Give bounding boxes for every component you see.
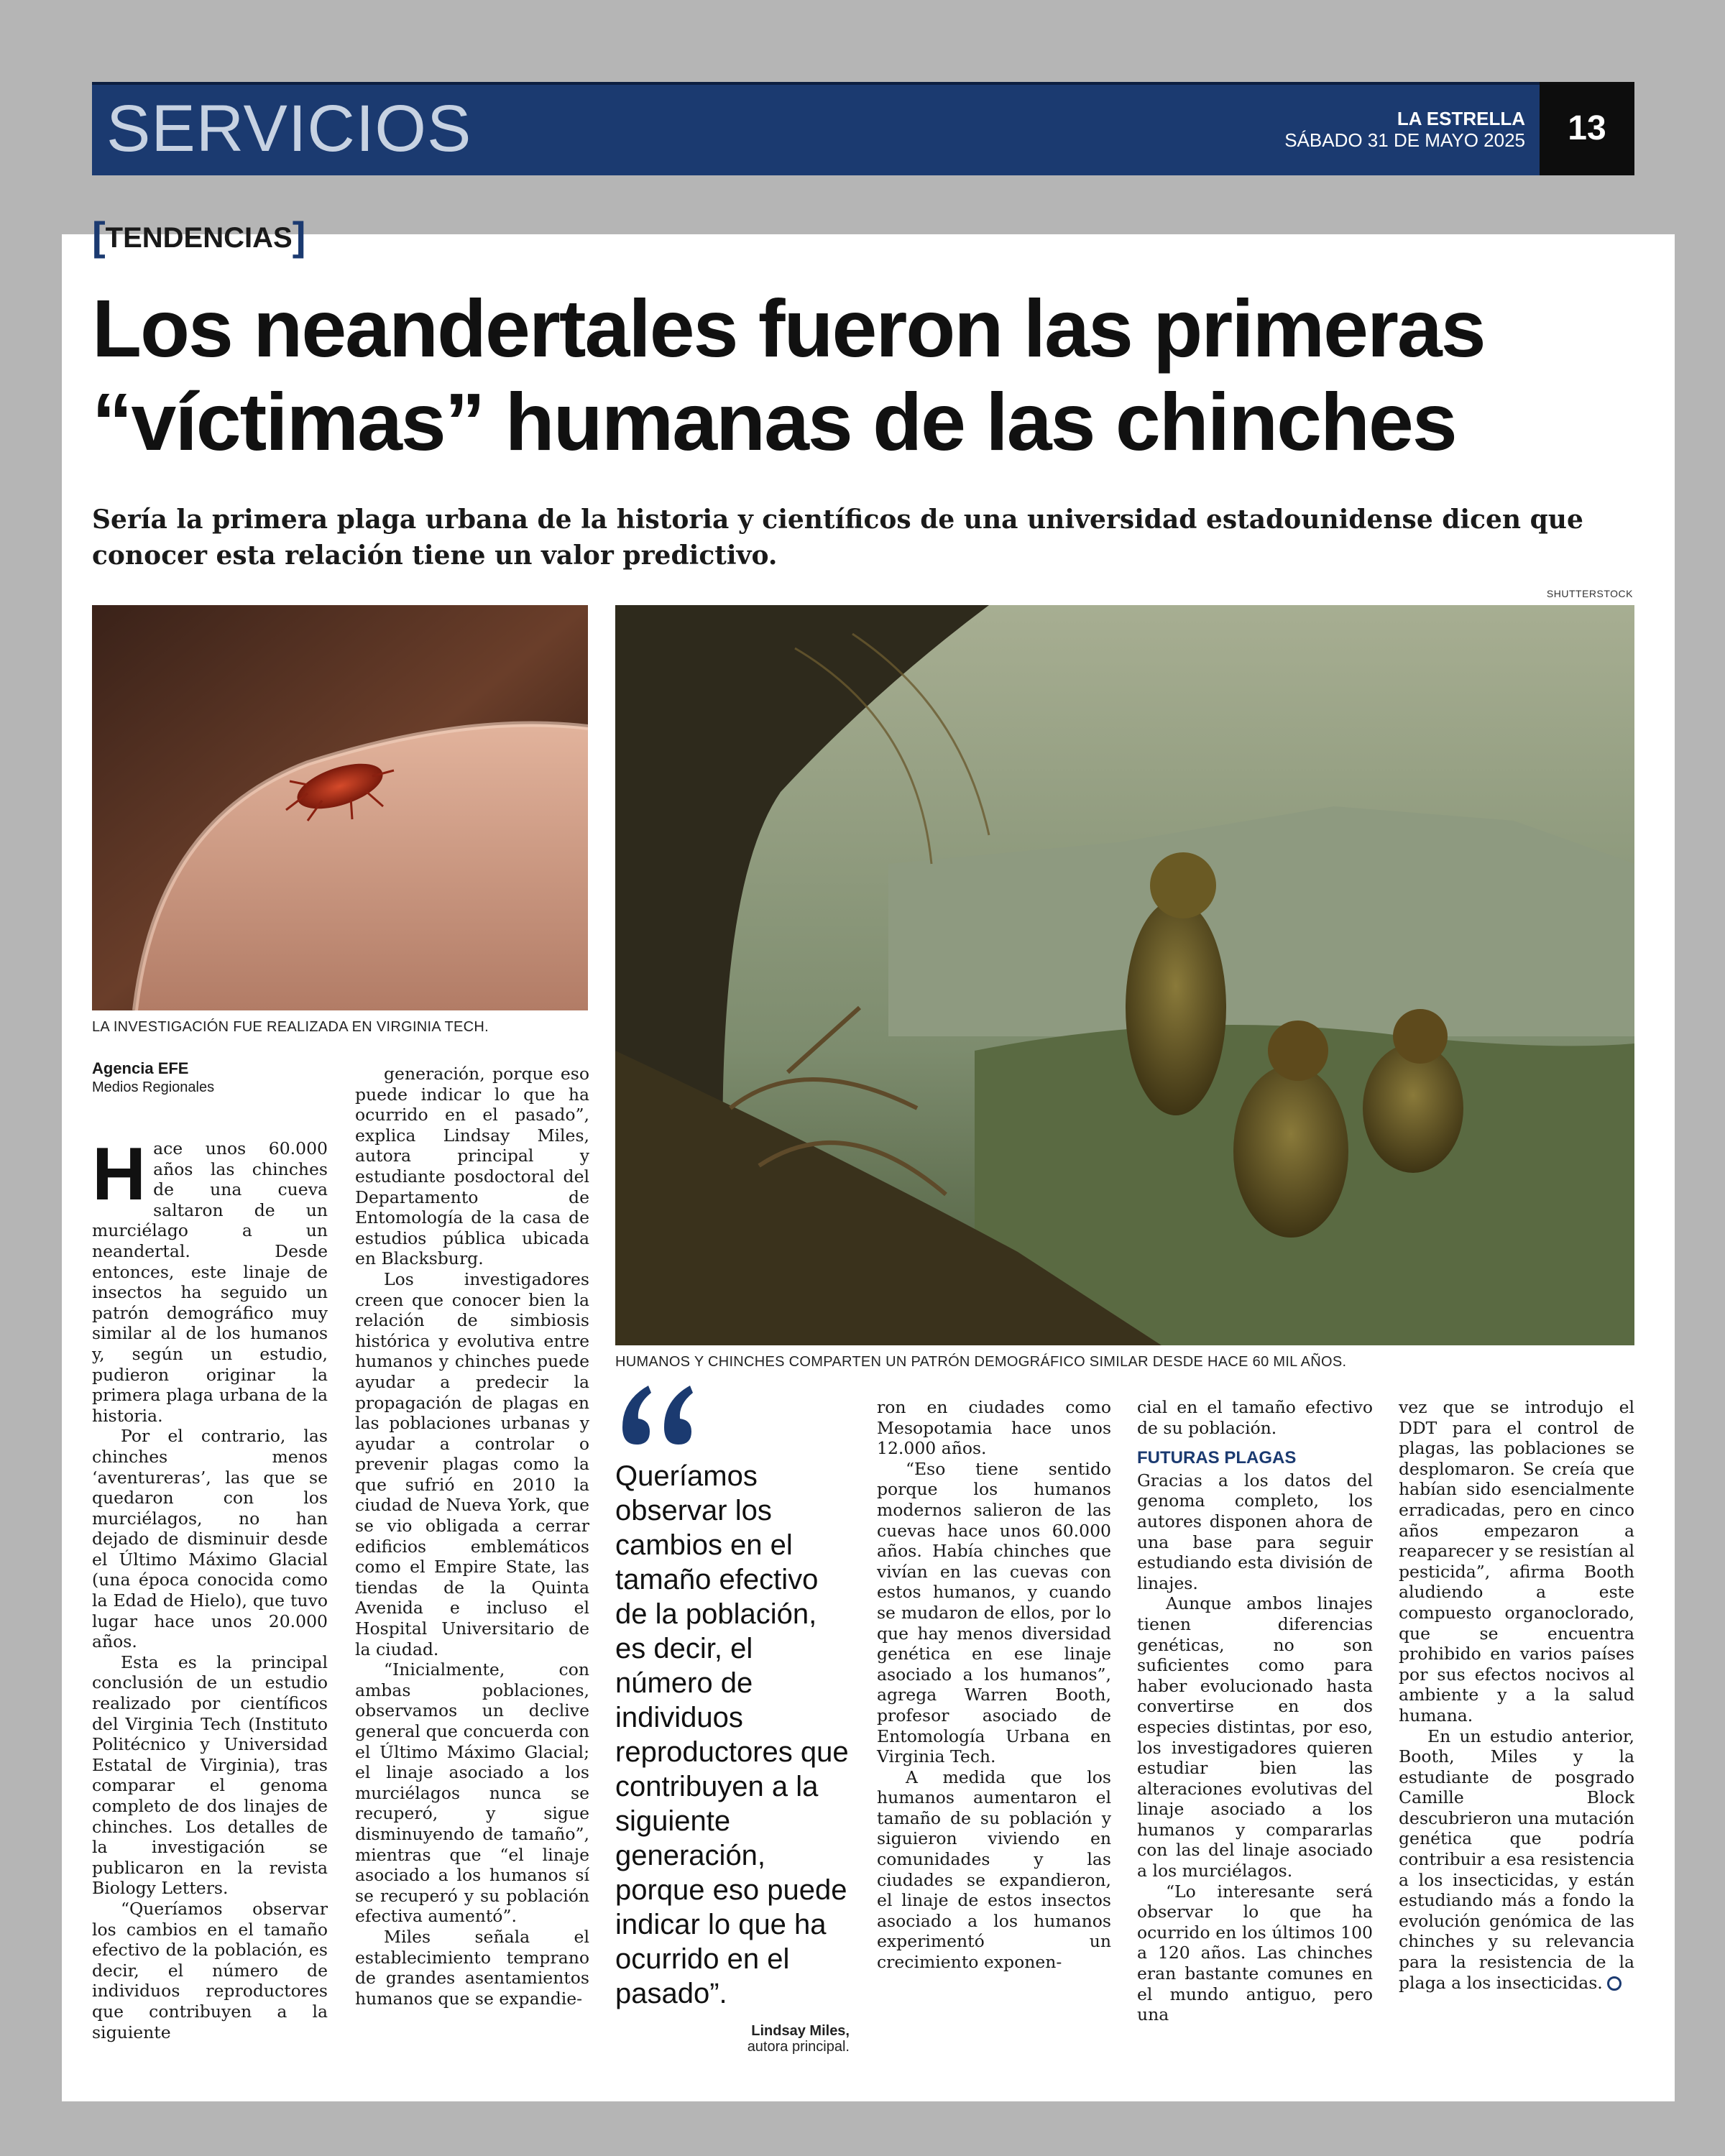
article-column-1 bbox=[92, 1133, 328, 2042]
article-column-2 bbox=[355, 1064, 589, 2009]
article-column-4 bbox=[1137, 1397, 1373, 2025]
page-number: 13 bbox=[1540, 82, 1634, 175]
article-paragraph: Gracias a los datos del genoma completo, los autores disponen ahora de una base para seguir estudiando esta división de linajes. bbox=[1137, 1470, 1373, 1593]
pull-quote: Queríamos observar los cambios en el tamaño efectivo de la población, es decir, el número de individuos reproductores que contribuyen a la siguiente generación, porque eso puede indicar lo que ha ocurrido en el pasado”. bbox=[615, 1460, 849, 2009]
article-paragraph: “Inicialmente, con ambas poblaciones, observamos un declive general que concuerda con el Último Máximo Glacial; el linaje asociado a los murciélagos nunca se recuperó, y sigue disminuyendo de tamaño”, mientras que “el linaje asociado a los humanos sí se recuperó y su población efectiva aumentó”. bbox=[355, 1659, 589, 1927]
caption-left: LA INVESTIGACIÓN FUE REALIZADA EN VIRGINIA TECH. bbox=[92, 1019, 489, 1035]
publication-date: SÁBADO 31 DE MAYO 2025 bbox=[1284, 129, 1525, 151]
article-column-3 bbox=[877, 1397, 1111, 1973]
kicker-bracket-right: ] bbox=[292, 213, 306, 259]
publication-name: LA ESTRELLA bbox=[1397, 108, 1525, 129]
end-of-article-icon bbox=[1607, 1976, 1622, 1991]
photo-credit: SHUTTERSTOCK bbox=[1546, 588, 1633, 599]
byline bbox=[92, 1059, 214, 1097]
article-paragraph: Esta es la principal conclusión de un estudio realizado por científicos del Virginia Tech (Instituto Politécnico y Universidad Estatal de Virginia), tras comparar el genoma completo de dos linajes de chinches. Los detalles de la investigación se publicaron en la revista Biology Letters. bbox=[92, 1651, 328, 1899]
headline-line-2: “víctimas” humanas de las chinches bbox=[92, 377, 1456, 467]
article-paragraph: Hace unos 60.000 años las chinches de una cueva saltaron de un murciélago a un neandertal. Desde entonces, este linaje de insectos ha seguido un patrón demográfico muy similar al de los humanos y, según un estudio, pudieron originar la primera plaga urbana de la historia. bbox=[92, 1133, 328, 1426]
quote-mark-icon bbox=[618, 1383, 697, 1447]
section-title: SERVICIOS bbox=[106, 92, 472, 165]
pull-quote-role: autora principal. bbox=[747, 2039, 850, 2055]
masthead bbox=[1284, 108, 1525, 151]
article-paragraph: cial en el tamaño efectivo de su población. bbox=[1137, 1397, 1373, 1438]
article-paragraph: Por el contrario, las chinches menos ‘aventureras’, las que se quedaron con los murciélagos, no han dejado de disminuir desde el Último Máximo Glacial (una época conocida como la Edad de Hielo), que tuvo lugar hace unos 20.000 años. bbox=[92, 1426, 328, 1652]
article-headline bbox=[92, 282, 1644, 469]
article-paragraph: “Queríamos observar los cambios en el tamaño efectivo de la población, es decir, el número de individuos reproductores que contribuyen a la siguiente bbox=[92, 1898, 328, 2042]
article-paragraph: vez que se introdujo el DDT para el control de plagas, las poblaciones se desplomaron. Se creía que habían sido esencialmente erradicadas, pero en cinco años empezaron a reaparecer y se resistían al pesticida”, afirma Booth aludiendo a este compuesto organoclorado, que se encuentra prohibido en varios países por sus efectos nocivos al ambiente y a la salud humana. bbox=[1399, 1397, 1634, 1726]
article-paragraph: generación, porque eso puede indicar lo que ha ocurrido en el pasado”, explica Lindsay Miles, autora principal y estudiante posdoctoral del Departamento de Entomología de la casa de estudios pública ubicada en Blacksburg. bbox=[355, 1064, 589, 1269]
kicker-bracket-left: [ bbox=[92, 213, 106, 259]
article-paragraph: A medida que los humanos aumentaron el tamaño de su población y siguieron viviendo en comunidades y las ciudades se expandieron, el linaje de estos insectos asociado a los humanos experimentó un crecimiento exponen- bbox=[877, 1766, 1111, 1973]
article-paragraph: “Eso tiene sentido porque los humanos modernos salieron de las cuevas hace unos 60.000 años. Había chinches que vivían en las cuevas con estos humanos, y cuando se mudaron de ellos, por lo que hay menos diversidad genética en ese linaje asociado a los humanos”, agrega Warren Booth, profesor asociado de Entomología Urbana en Virginia Tech. bbox=[877, 1458, 1111, 1767]
pull-quote-attribution bbox=[690, 2023, 850, 2055]
pull-quote-name: Lindsay Miles, bbox=[751, 2023, 850, 2039]
article-paragraph: En un estudio anterior, Booth, Miles y la estudiante de posgrado Camille Block descubrieron una mutación genética que podría contribuir a esa resistencia a los insecticidas, y están estudiando más a fondo la evolución genómica de las chinches y su relevancia para la resistencia de la plaga a los insecticidas. bbox=[1399, 1726, 1634, 1993]
article-column-5 bbox=[1399, 1397, 1634, 1993]
article-paragraph: “Lo interesante será observar lo que ha ocurrido en los últimos 100 a 120 años. Las chinches eran bastante comunes en el mundo antiguo, pero una bbox=[1137, 1881, 1373, 2025]
article-paragraph: Los investigadores creen que conocer bien la relación de simbiosis histórica y evolutiva entre humanos y chinches puede ayudar a predecir la propagación de plagas en las poblaciones urbanas y ayudar a controlar o prevenir plagas como la que sufrió en 2010 la ciudad de Nueva York, que se vio obligada a cerrar edificios emblemáticos como el Empire State, las tiendas de la Quinta Avenida e incluso el Hospital Universitario de la ciudad. bbox=[355, 1268, 589, 1659]
byline-outlet: Medios Regionales bbox=[92, 1079, 215, 1095]
article-paragraph: ron en ciudades como Mesopotamia hace unos 12.000 años. bbox=[877, 1397, 1111, 1459]
caption-right: HUMANOS Y CHINCHES COMPARTEN UN PATRÓN DEMOGRÁFICO SIMILAR DESDE HACE 60 MIL AÑOS. bbox=[615, 1354, 1347, 1370]
article-kicker bbox=[92, 210, 305, 257]
byline-agency: Agencia EFE bbox=[92, 1059, 189, 1077]
kicker-label: TENDENCIAS bbox=[105, 222, 293, 254]
article-paragraph: Miles señala el establecimiento temprano de grandes asentamientos humanos que se expandie- bbox=[355, 1926, 589, 2009]
drop-cap: H bbox=[92, 1133, 147, 1216]
article-paragraph: Aunque ambos linajes tienen diferencias genéticas, no son suficientes como para haber evolucionado hasta convertirse en dos especies distintas, por eso, los investigadores quieren estudiar bien las alteraciones evolutivas del linaje asociado a los humanos y compararlas con las del linaje asociado a los murciélagos. bbox=[1137, 1593, 1373, 1881]
subhead-futuras-plagas: FUTURAS PLAGAS bbox=[1137, 1448, 1297, 1468]
neanderthal-diorama-photo bbox=[615, 605, 1634, 1345]
bedbug-photo bbox=[92, 605, 588, 1010]
headline-line-1: Los neandertales fueron las primeras bbox=[92, 283, 1485, 374]
article-deck: Sería la primera plaga urbana de la historia y científicos de una universidad estadounidense dicen que conocer esta relación tiene un valor predictivo. bbox=[92, 505, 1583, 571]
